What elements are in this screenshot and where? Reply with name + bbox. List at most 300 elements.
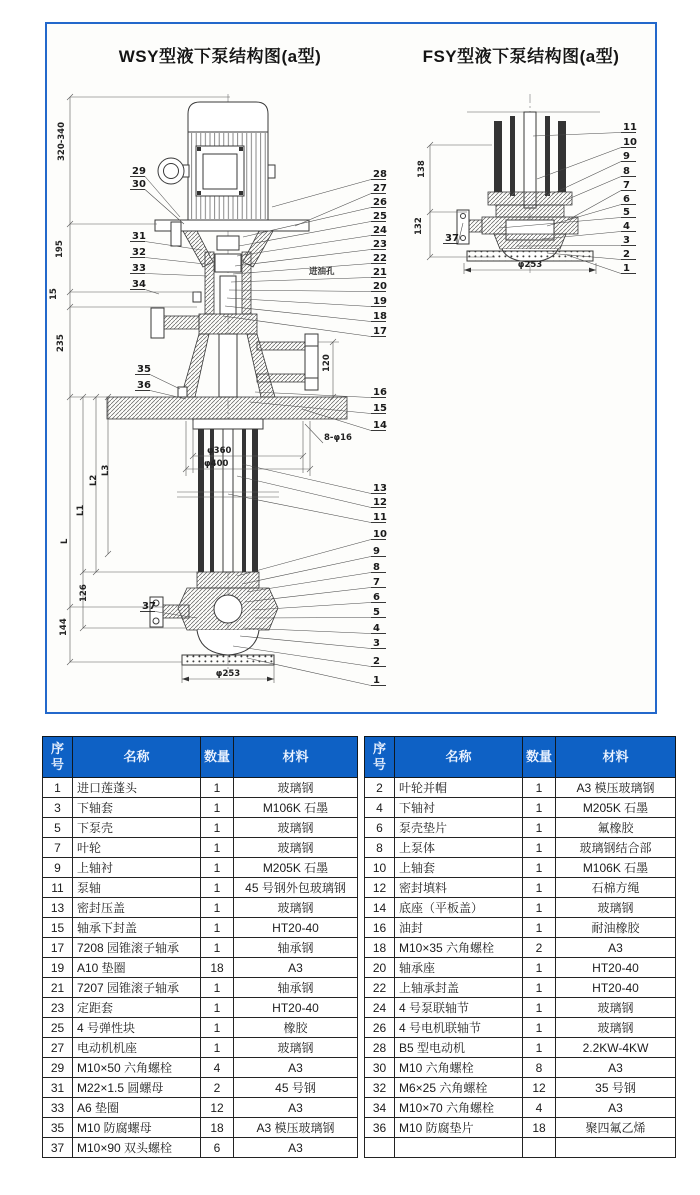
- table-cell: 22: [365, 978, 395, 998]
- table-row: [43, 838, 358, 858]
- table-row: [365, 818, 676, 838]
- table-row: [43, 1078, 358, 1098]
- table-cell: 1: [201, 978, 234, 998]
- table-cell: 上轴衬: [73, 858, 201, 878]
- table-row: [43, 798, 358, 818]
- wsy-motor: [155, 102, 309, 246]
- column-header: 名称: [73, 737, 201, 778]
- column-header: 序号: [365, 737, 395, 778]
- callout-number: 9: [623, 151, 630, 162]
- table-cell: 玻璃钢: [556, 998, 676, 1018]
- table-cell: 21: [43, 978, 73, 998]
- table-cell: 玻璃钢: [234, 778, 358, 798]
- callout-number: 11: [373, 512, 387, 523]
- oil-cup: [193, 292, 201, 302]
- table-cell: 1: [201, 798, 234, 818]
- table-cell: 8: [523, 1058, 556, 1078]
- table-cell: 1: [523, 818, 556, 838]
- table-cell: 10: [365, 858, 395, 878]
- leader-line: [295, 194, 371, 227]
- table-cell: 16: [365, 918, 395, 938]
- leader-line: [272, 180, 371, 208]
- callout-number: 6: [373, 592, 380, 603]
- leader-line: [566, 177, 621, 201]
- table-row: [43, 1038, 358, 1058]
- table-cell: 20: [365, 958, 395, 978]
- table-row: [365, 778, 676, 798]
- callout-number: 4: [623, 221, 630, 232]
- table-cell: 上泵体: [395, 838, 523, 858]
- table-cell: 4: [523, 1098, 556, 1118]
- callout-number: 12: [373, 497, 387, 508]
- table-cell: 7207 园锥滚子轴承: [73, 978, 201, 998]
- table-cell: 25: [43, 1018, 73, 1038]
- table-cell: 玻璃钢: [234, 818, 358, 838]
- callout-number: 19: [373, 296, 387, 307]
- table-cell: 4 号电机联轴节: [395, 1018, 523, 1038]
- table-cell: M10×90 双头螺栓: [73, 1138, 201, 1158]
- column-header: 材料: [556, 737, 676, 778]
- table-row: [43, 858, 358, 878]
- leader-line: [145, 190, 184, 225]
- fsy-pump-casing: [457, 192, 593, 262]
- dimension-label: 126: [79, 584, 89, 602]
- table-row: [365, 998, 676, 1018]
- callout-number: 32: [132, 247, 146, 258]
- table-row: [365, 838, 676, 858]
- leader-line: [242, 464, 371, 494]
- table-cell: M205K 石墨: [234, 858, 358, 878]
- table-row: [365, 918, 676, 938]
- callout-number: 10: [623, 137, 637, 148]
- table-cell: 28: [365, 1038, 395, 1058]
- callout-number: 6: [623, 194, 630, 205]
- table-cell: 1: [523, 1038, 556, 1058]
- right-parts-table: [364, 736, 676, 1158]
- table-cell: 玻璃钢: [556, 898, 676, 918]
- callout-number: 35: [137, 364, 151, 375]
- table-cell: 4: [365, 798, 395, 818]
- table-cell: 1: [201, 918, 234, 938]
- leader-line: [145, 274, 207, 277]
- table-row: [43, 938, 358, 958]
- leader-line: [240, 636, 371, 649]
- table-cell: 泵轴: [73, 878, 201, 898]
- column-header: 数量: [523, 737, 556, 778]
- callout-number: 3: [623, 235, 630, 246]
- table-row: [365, 1038, 676, 1058]
- table-cell: A3: [234, 1138, 358, 1158]
- table-cell: 玻璃钢: [234, 838, 358, 858]
- table-cell: 29: [43, 1058, 73, 1078]
- table-cell: 1: [523, 858, 556, 878]
- table-cell: HT20-40: [556, 978, 676, 998]
- table-cell: 1: [201, 838, 234, 858]
- table-cell: 12: [365, 878, 395, 898]
- table-cell: 1: [523, 778, 556, 798]
- callout-number: 3: [373, 638, 380, 649]
- table-cell: [395, 1138, 523, 1158]
- table-cell: 18: [201, 958, 234, 978]
- table-cell: 1: [523, 918, 556, 938]
- table-cell: 1: [523, 978, 556, 998]
- table-cell: A3: [556, 1058, 676, 1078]
- dimension-label: 132: [414, 217, 424, 235]
- table-cell: A3 模压玻璃钢: [234, 1118, 358, 1138]
- table-cell: 2: [201, 1078, 234, 1098]
- callout-number: 8: [373, 562, 380, 573]
- dimension-label: 8-φ16: [324, 433, 352, 443]
- table-cell: 34: [365, 1098, 395, 1118]
- table-cell: 轴承钢: [234, 938, 358, 958]
- table-cell: [556, 1138, 676, 1158]
- callout-number: 21: [373, 267, 387, 278]
- table-cell: 聚四氟乙烯: [556, 1118, 676, 1138]
- table-cell: 37: [43, 1138, 73, 1158]
- table-cell: B5 型电动机: [395, 1038, 523, 1058]
- wsy-diagram-title: WSY型液下泵结构图(a型): [118, 47, 322, 66]
- table-cell: 33: [43, 1098, 73, 1118]
- dimension-label: L3: [101, 464, 111, 476]
- table-cell: M205K 石墨: [556, 798, 676, 818]
- callout-number: 10: [373, 529, 387, 540]
- table-row: [365, 1138, 676, 1158]
- side-flange: [151, 308, 164, 338]
- leader-line: [243, 628, 371, 634]
- table-cell: 上轴承封盖: [395, 978, 523, 998]
- callout-number: 4: [373, 623, 380, 634]
- table-cell: 15: [43, 918, 73, 938]
- table-row: [43, 878, 358, 898]
- leader-line: [247, 658, 371, 686]
- table-cell: 轴承钢: [234, 978, 358, 998]
- table-cell: 密封填料: [395, 878, 523, 898]
- table-cell: 上轴套: [395, 858, 523, 878]
- column-header: 序号: [43, 737, 73, 778]
- table-row: [43, 998, 358, 1018]
- callout-number: 17: [373, 326, 387, 337]
- table-cell: 14: [365, 898, 395, 918]
- table-cell: 8: [365, 838, 395, 858]
- table-cell: 石棉方绳: [556, 878, 676, 898]
- table-row: [43, 1058, 358, 1078]
- table-cell: 17: [43, 938, 73, 958]
- table-cell: 32: [365, 1078, 395, 1098]
- callout-number: 33: [132, 263, 146, 274]
- column-header: 材料: [234, 737, 358, 778]
- callout-number: 20: [373, 281, 387, 292]
- table-cell: 13: [43, 898, 73, 918]
- table-row: [43, 1018, 358, 1038]
- table-cell: 2: [523, 938, 556, 958]
- table-cell: 定距套: [73, 998, 201, 1018]
- table-cell: 1: [201, 898, 234, 918]
- table-cell: 电动机机座: [73, 1038, 201, 1058]
- table-cell: 1: [201, 1018, 234, 1038]
- table-cell: 4: [201, 1058, 234, 1078]
- leader-line: [231, 278, 371, 283]
- table-cell: 1: [201, 998, 234, 1018]
- table-cell: 7208 园锥滚子轴承: [73, 938, 201, 958]
- dimension-label: L2: [89, 474, 99, 486]
- callout-number: 25: [373, 211, 387, 222]
- table-cell: 35 号钢: [556, 1078, 676, 1098]
- callout-number: 2: [623, 249, 630, 260]
- table-cell: A3: [556, 1098, 676, 1118]
- table-cell: M22×1.5 圆螺母: [73, 1078, 201, 1098]
- table-row: [365, 898, 676, 918]
- table-cell: 1: [523, 958, 556, 978]
- pump-structure-drawing: [47, 24, 655, 712]
- table-cell: 底座（平板盖）: [395, 898, 523, 918]
- table-cell: 油封: [395, 918, 523, 938]
- fsy-pump-drawing: [427, 94, 600, 276]
- table-cell: [365, 1138, 395, 1158]
- table-cell: A6 垫圈: [73, 1098, 201, 1118]
- leader-line: [242, 557, 371, 585]
- table-cell: 6: [365, 818, 395, 838]
- table-row: [43, 958, 358, 978]
- discharge-flange: [305, 334, 318, 390]
- table-row: [365, 1118, 676, 1138]
- table-cell: 31: [43, 1078, 73, 1098]
- dimension-label: φ253: [215, 669, 241, 679]
- callout-number: 37: [142, 601, 156, 612]
- leader-line: [247, 573, 371, 593]
- table-cell: A10 垫圈: [73, 958, 201, 978]
- callout-number: 7: [373, 577, 380, 588]
- callout-number: 37: [445, 233, 459, 244]
- table-cell: 24: [365, 998, 395, 1018]
- dimension-label: 235: [56, 334, 66, 352]
- table-cell: 1: [201, 1038, 234, 1058]
- table-cell: 1: [201, 858, 234, 878]
- dimension-label: 144: [59, 618, 69, 636]
- table-cell: 36: [365, 1118, 395, 1138]
- left-parts-table: [42, 736, 358, 1158]
- table-cell: HT20-40: [234, 918, 358, 938]
- table-cell: 1: [201, 778, 234, 798]
- callout-number: 24: [373, 225, 387, 236]
- table-cell: M10 六角螺栓: [395, 1058, 523, 1078]
- callout-number: 23: [373, 239, 387, 250]
- table-cell: M10 防腐垫片: [395, 1118, 523, 1138]
- table-row: [43, 778, 358, 798]
- table-row: [365, 878, 676, 898]
- table-cell: M10×50 六角螺栓: [73, 1058, 201, 1078]
- table-row: [365, 798, 676, 818]
- table-cell: 18: [201, 1118, 234, 1138]
- dimension-label: 138: [417, 160, 427, 178]
- table-cell: A3: [556, 938, 676, 958]
- table-row: [43, 1138, 358, 1158]
- table-cell: 6: [201, 1138, 234, 1158]
- table-cell: 19: [43, 958, 73, 978]
- callout-number: 28: [373, 169, 387, 180]
- table-cell: 12: [523, 1078, 556, 1098]
- table-row: [365, 938, 676, 958]
- dimension-label: φ400: [204, 459, 229, 469]
- table-cell: 1: [523, 798, 556, 818]
- table-cell: M106K 石墨: [234, 798, 358, 818]
- callout-number: 36: [137, 380, 151, 391]
- wsy-support-column: [151, 231, 273, 338]
- table-cell: 45 号钢外包玻璃钢: [234, 878, 358, 898]
- table-cell: 橡胶: [234, 1018, 358, 1038]
- callout-number: 31: [132, 231, 146, 242]
- callout-number: 30: [132, 179, 146, 190]
- callout-number: 27: [373, 183, 387, 194]
- table-cell: A3: [234, 958, 358, 978]
- table-cell: M10×35 六角螺栓: [395, 938, 523, 958]
- callout-number: 11: [623, 122, 637, 133]
- table-cell: M106K 石墨: [556, 858, 676, 878]
- table-row: [365, 1018, 676, 1038]
- table-cell: 23: [43, 998, 73, 1018]
- leader-line: [568, 191, 621, 221]
- table-cell: 11: [43, 878, 73, 898]
- table-cell: 45 号钢: [234, 1078, 358, 1098]
- table-cell: 1: [201, 818, 234, 838]
- table-cell: 9: [43, 858, 73, 878]
- table-cell: 进口莲蓬头: [73, 778, 201, 798]
- table-cell: M10 防腐螺母: [73, 1118, 201, 1138]
- table-row: [365, 858, 676, 878]
- column-header: 数量: [201, 737, 234, 778]
- table-cell: 耐油橡胶: [556, 918, 676, 938]
- table-cell: 轴承座: [395, 958, 523, 978]
- wsy-cone-discharge: [181, 334, 318, 397]
- table-row: [43, 978, 358, 998]
- table-cell: 2.2KW-4KW: [556, 1038, 676, 1058]
- table-row: [365, 1078, 676, 1098]
- table-cell: 叶轮并帽: [395, 778, 523, 798]
- table-cell: 4 号弹性块: [73, 1018, 201, 1038]
- dimension-label: 320-340: [57, 121, 67, 161]
- table-row: [43, 1098, 358, 1118]
- table-cell: 1: [201, 878, 234, 898]
- table-cell: 1: [523, 998, 556, 1018]
- table-cell: 轴承下封盖: [73, 918, 201, 938]
- dimension-label: φ360: [207, 446, 232, 456]
- table-cell: HT20-40: [556, 958, 676, 978]
- suction-plate: [182, 655, 274, 665]
- callout-number: 13: [373, 483, 387, 494]
- table-row: [365, 1098, 676, 1118]
- table-cell: 玻璃钢: [556, 1018, 676, 1038]
- table-cell: 18: [523, 1118, 556, 1138]
- table-cell: 35: [43, 1118, 73, 1138]
- table-cell: 5: [43, 818, 73, 838]
- table-row: [365, 978, 676, 998]
- table-cell: 1: [523, 1018, 556, 1038]
- callout-number: 16: [373, 387, 387, 398]
- table-cell: 30: [365, 1058, 395, 1078]
- callout-number: 1: [373, 675, 380, 686]
- dimension-label: L1: [76, 504, 86, 516]
- dimension-label: 195: [55, 240, 65, 258]
- table-row: [365, 958, 676, 978]
- table-cell: A3: [234, 1098, 358, 1118]
- callout-number: 15: [373, 403, 387, 414]
- table-cell: 1: [201, 938, 234, 958]
- table-cell: 泵壳垫片: [395, 818, 523, 838]
- column-header: 名称: [395, 737, 523, 778]
- table-cell: 7: [43, 838, 73, 858]
- leader-line: [567, 255, 621, 274]
- table-cell: 下泵壳: [73, 818, 201, 838]
- wsy-pump-casing: [150, 572, 278, 665]
- leader-line: [150, 375, 180, 390]
- table-cell: 叶轮: [73, 838, 201, 858]
- callout-number: 2: [373, 656, 380, 667]
- table-cell: M6×25 六角螺栓: [395, 1078, 523, 1098]
- callout-number: 5: [373, 607, 380, 618]
- callout-number: 1: [623, 263, 630, 274]
- structure-diagram-panel: [45, 22, 657, 714]
- table-cell: 1: [43, 778, 73, 798]
- table-cell: 玻璃钢: [234, 1038, 358, 1058]
- table-cell: 26: [365, 1018, 395, 1038]
- table-cell: 玻璃钢: [234, 898, 358, 918]
- table-cell: 1: [523, 898, 556, 918]
- callout-number: 29: [132, 166, 146, 177]
- callout-number: 22: [373, 253, 387, 264]
- table-cell: A3: [234, 1058, 358, 1078]
- table-row: [43, 818, 358, 838]
- dimension-label: 进油孔: [309, 267, 335, 277]
- dimension-label: 120: [322, 354, 332, 372]
- dimension-label: L: [60, 538, 70, 544]
- fsy-diagram-title: FSY型液下泵结构图(a型): [422, 47, 620, 66]
- leader-line: [228, 494, 371, 523]
- callout-number: 9: [373, 546, 380, 557]
- table-cell: 12: [201, 1098, 234, 1118]
- callout-number: 5: [623, 207, 630, 218]
- dimension-label: φ253: [517, 260, 543, 270]
- table-cell: 密封压盖: [73, 898, 201, 918]
- table-cell: [523, 1138, 556, 1158]
- table-cell: A3 模压玻璃钢: [556, 778, 676, 798]
- leader-line: [145, 258, 205, 265]
- callout-number: 8: [623, 166, 630, 177]
- table-cell: 玻璃钢结合部: [556, 838, 676, 858]
- wsy-pump-drawing: [67, 94, 347, 683]
- table-cell: 1: [523, 878, 556, 898]
- callout-number: 26: [373, 197, 387, 208]
- table-cell: 3: [43, 798, 73, 818]
- table-row: [43, 898, 358, 918]
- dimension-label: 15: [49, 288, 59, 300]
- table-cell: 下轴套: [73, 798, 201, 818]
- table-cell: 下轴衬: [395, 798, 523, 818]
- table-row: [43, 1118, 358, 1138]
- table-cell: 氟橡胶: [556, 818, 676, 838]
- side-stud: [171, 222, 181, 246]
- table-cell: 1: [523, 838, 556, 858]
- callout-number: 34: [132, 279, 146, 290]
- table-cell: 4 号泵联轴节: [395, 998, 523, 1018]
- table-cell: 2: [365, 778, 395, 798]
- callout-number: 7: [623, 180, 630, 191]
- callout-number: 14: [373, 420, 387, 431]
- table-cell: HT20-40: [234, 998, 358, 1018]
- callout-number: 18: [373, 311, 387, 322]
- table-cell: 27: [43, 1038, 73, 1058]
- table-cell: M10×70 六角螺栓: [395, 1098, 523, 1118]
- table-row: [365, 1058, 676, 1078]
- table-row: [43, 918, 358, 938]
